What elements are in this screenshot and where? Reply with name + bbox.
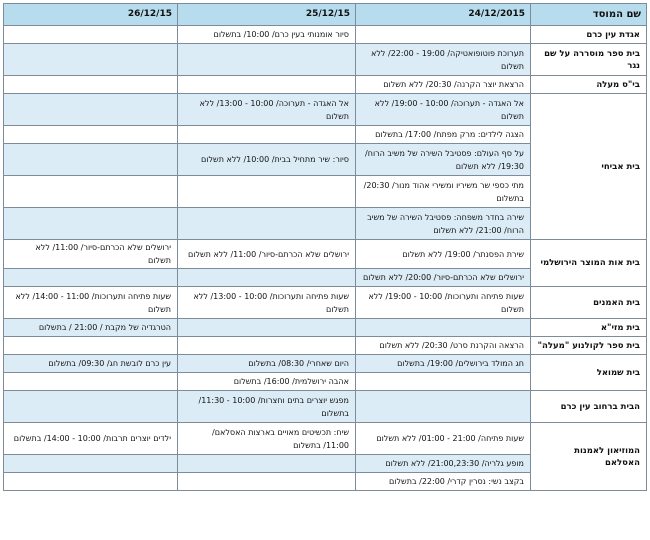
event-cell <box>4 44 178 76</box>
event-cell: אהבה ירושלמית/ 16:00/ בתשלום <box>178 373 356 391</box>
event-cell <box>178 319 356 337</box>
event-cell: הטרגדיה של מקבת / 21:00 / בתשלום <box>4 319 178 337</box>
table-row <box>4 26 647 44</box>
event-cell <box>4 26 178 44</box>
table-header <box>4 4 647 26</box>
venue-name-cell: הבית ברחוב עין כרם <box>531 391 647 423</box>
event-cell <box>4 269 178 287</box>
table-body <box>4 26 647 491</box>
event-cell: מופע גלריה/ 21:00,23:30/ ללא תשלום <box>356 455 531 473</box>
event-cell <box>4 76 178 94</box>
event-cell: שעות פתיחה/ 21:00 - 01:00/ ללא תשלום <box>356 423 531 455</box>
event-cell <box>178 208 356 240</box>
event-cell: ירושלים שלא הכרתם-סיור/ 20:00/ ללא תשלום <box>356 269 531 287</box>
venue-name-cell: בית ספר מוסררה על שם נגר <box>531 44 647 76</box>
event-cell <box>178 269 356 287</box>
event-cell: עין כרם לובשת חג/ 09:30/ בתשלום <box>4 355 178 373</box>
event-cell <box>356 26 531 44</box>
event-cell: מתי כספי שר משיריו ומשירי אהוד מנור/ 20:30/ בתשלום <box>356 176 531 208</box>
event-cell <box>4 94 178 126</box>
event-cell: שעות פתיחה ותערוכות/ 10:00 - 13:00/ ללא תשלום <box>178 287 356 319</box>
event-cell: הרצאת יוצר הקרנה/ 20:30/ ללא תשלום <box>356 76 531 94</box>
event-cell <box>4 473 178 491</box>
event-cell: אל האגדה - תערוכה/ 10:00 - 13:00/ ללא תשלום <box>178 94 356 126</box>
event-cell: שעות פתיחה ותערוכות/ 10:00 - 19:00/ ללא תשלום <box>356 287 531 319</box>
table-row <box>4 319 647 337</box>
table-row <box>4 94 647 126</box>
event-cell: אל האגדה - תערוכה/ 10:00 - 19:00/ ללא תשלום <box>356 94 531 126</box>
event-cell: ירושלים שלא הכרתם-סיור/ 11:00/ ללא תשלום <box>178 240 356 269</box>
event-cell <box>178 473 356 491</box>
event-cell: שיח: תכשיטים מאויים בארצות האסלאם/ 11:00/ בתשלום <box>178 423 356 455</box>
event-cell: בקצב נשי: נסרין קדרי/ 22:00/ בתשלום <box>356 473 531 491</box>
event-cell: מפגש יוצרים בתים וחצרות/ 10:00 - 11:30/ בתשלום <box>178 391 356 423</box>
event-cell <box>178 337 356 355</box>
event-cell: היום שאחרי/ 08:30/ בתשלום <box>178 355 356 373</box>
venue-name-cell: בית שמואל <box>531 355 647 391</box>
event-cell: הרצאה והקרנת סרט/ 20:30/ ללא תשלום <box>356 337 531 355</box>
table-row <box>4 44 647 76</box>
event-cell: ילדים יוצרים תרבות/ 10:00 - 14:00/ בתשלום <box>4 423 178 455</box>
event-cell <box>4 126 178 144</box>
event-cell <box>356 319 531 337</box>
table-row <box>4 423 647 455</box>
table-row <box>4 240 647 269</box>
venue-name-cell: בי"ס מעלה <box>531 76 647 94</box>
table-row <box>4 355 647 373</box>
event-cell: שירה בחדר משפחה: פסטיבל השירה של משיב הרוח/ 21:00/ ללא תשלום <box>356 208 531 240</box>
date-column-header-25-12: 25/12/15 <box>178 4 356 26</box>
event-cell <box>4 337 178 355</box>
event-cell: סיור אומנותי בעין כרם/ 10:00/ בתשלום <box>178 26 356 44</box>
event-cell <box>4 391 178 423</box>
date-column-header-26-12: 26/12/15 <box>4 4 178 26</box>
table-row <box>4 287 647 319</box>
event-cell <box>4 144 178 176</box>
event-cell <box>178 76 356 94</box>
table-row <box>4 391 647 423</box>
venue-name-cell: בית האמנים <box>531 287 647 319</box>
event-cell <box>4 373 178 391</box>
event-cell <box>178 176 356 208</box>
event-cell: ירושלים שלא הכרתם-סיור/ 11:00/ ללא תשלום <box>4 240 178 269</box>
venue-name-cell: בית מזי"א <box>531 319 647 337</box>
event-cell <box>178 44 356 76</box>
event-cell: הצגה לילדים: מרק מפתח/ 17:00/ בתשלום <box>356 126 531 144</box>
venue-name-cell: בית ספר לקולנוע "מעלה" <box>531 337 647 355</box>
event-cell: סיור: שיר מתחיל בבית/ 10:00/ ללא תשלום <box>178 144 356 176</box>
event-cell: על סף העולם: פסטיבל השירה של משיב הרוח/ 19:30/ ללא תשלום <box>356 144 531 176</box>
event-cell: שעות פתיחה ותערוכות/ 11:00 - 14:00/ ללא תשלום <box>4 287 178 319</box>
table-row <box>4 337 647 355</box>
event-cell <box>356 373 531 391</box>
event-cell <box>178 126 356 144</box>
event-cell <box>178 455 356 473</box>
venue-name-cell: אגדת עין כרם <box>531 26 647 44</box>
event-cell: תערוכת פוטופואטיקה/ 19:00 - 22:00/ ללא תשלום <box>356 44 531 76</box>
table-row <box>4 76 647 94</box>
event-cell <box>356 391 531 423</box>
header-row <box>4 4 647 26</box>
venue-name-cell: בית אות המוצר הירושלמי <box>531 240 647 287</box>
events-table <box>3 3 647 491</box>
venue-column-header: שם המוסד <box>531 4 647 26</box>
event-cell: חג המולד בירושלים/ 19:00/ בתשלום <box>356 355 531 373</box>
date-column-header-24-12: 24/12/2015 <box>356 4 531 26</box>
event-cell <box>4 455 178 473</box>
event-cell <box>4 176 178 208</box>
venue-name-cell: בית אביחי <box>531 94 647 240</box>
venue-name-cell: המוזיאון לאמנות האסלאם <box>531 423 647 491</box>
event-cell: שירת הפסנתר/ 19:00/ ללא תשלום <box>356 240 531 269</box>
event-cell <box>4 208 178 240</box>
